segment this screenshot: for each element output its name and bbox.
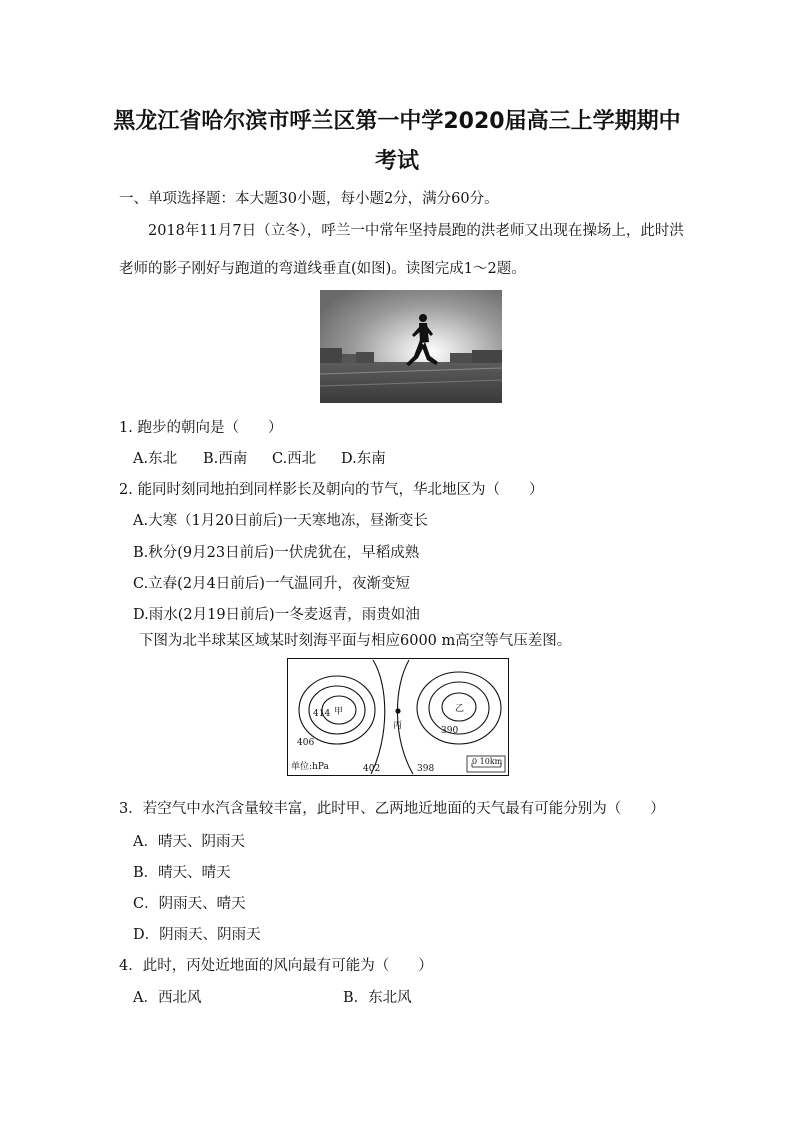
question-3-option-d: D．阴雨天、阴雨天 [133, 927, 261, 943]
question-1-option-c: C.西北 [272, 451, 317, 467]
map-unit-label: 单位:hPa [291, 762, 329, 772]
question-3-option-a: A．晴天、阴雨天 [133, 834, 245, 850]
question-4-option-b: B．东北风 [343, 990, 412, 1006]
map-label-398: 398 [417, 764, 435, 774]
question-3-option-c: C．阴雨天、晴天 [133, 896, 246, 912]
map-label-jia: 甲 [334, 707, 344, 717]
question-2-option-d: D.雨水(2月19日前后)一冬麦返青，雨贵如油 [133, 607, 420, 623]
question-2-stem: 2. 能同时刻同地拍到同样影长及朝向的节气，华北地区为（ ） [119, 482, 544, 498]
question-4-option-a: A．西北风 [133, 990, 202, 1006]
question-1-stem: 1. 跑步的朝向是（ ） [119, 420, 283, 436]
question-1-option-b: B.西南 [203, 451, 248, 467]
map-label-414: 414 [313, 709, 331, 719]
question-2-option-b: B.秋分(9月23日前后)一伏虎犹在，早稻成熟 [133, 545, 420, 561]
question-2-option-a: A.大寒（1月20日前后)一天寒地冻，昼渐变长 [133, 513, 428, 529]
map-label-402: 402 [363, 764, 381, 774]
map-intro: 下图为北半球某区域某时刻海平面与相应6000 m高空等气压差图。 [139, 633, 572, 649]
map-scale-label: 0 10km [472, 757, 503, 766]
intro-paragraph-line1: 2018年11月7日（立冬），呼兰一中常年坚持晨跑的洪老师又出现在操场上，此时洪 [148, 223, 684, 239]
question-3-option-b: B．晴天、晴天 [133, 865, 231, 881]
isobar-map [287, 658, 509, 776]
map-label-yi: 乙 [455, 704, 465, 714]
map-label-406: 406 [297, 738, 315, 748]
document-title-line1: 黑龙江省哈尔滨市呼兰区第一中学2020届高三上学期期中 [113, 109, 681, 134]
question-4-stem: 4．此时，丙处近地面的风向最有可能为（ ） [119, 958, 433, 974]
question-3-stem: 3．若空气中水汽含量较丰富，此时甲、乙两地近地面的天气最有可能分别为（ ） [119, 801, 665, 817]
runner-photo [320, 290, 502, 403]
map-label-bing: 丙 [393, 721, 403, 731]
question-2-option-c: C.立春(2月4日前后)一气温同升，夜渐变短 [133, 576, 410, 592]
intro-paragraph-line2: 老师的影子刚好与跑道的弯道线垂直(如图)。读图完成1～2题。 [119, 261, 526, 277]
section-heading: 一、单项选择题：本大题30小题，每小题2分，满分60分。 [119, 191, 499, 207]
map-label-390: 390 [441, 726, 459, 736]
document-title-line2: 考试 [374, 149, 419, 174]
question-1-option-a: A.东北 [133, 451, 178, 467]
question-1-option-d: D.东南 [341, 451, 386, 467]
